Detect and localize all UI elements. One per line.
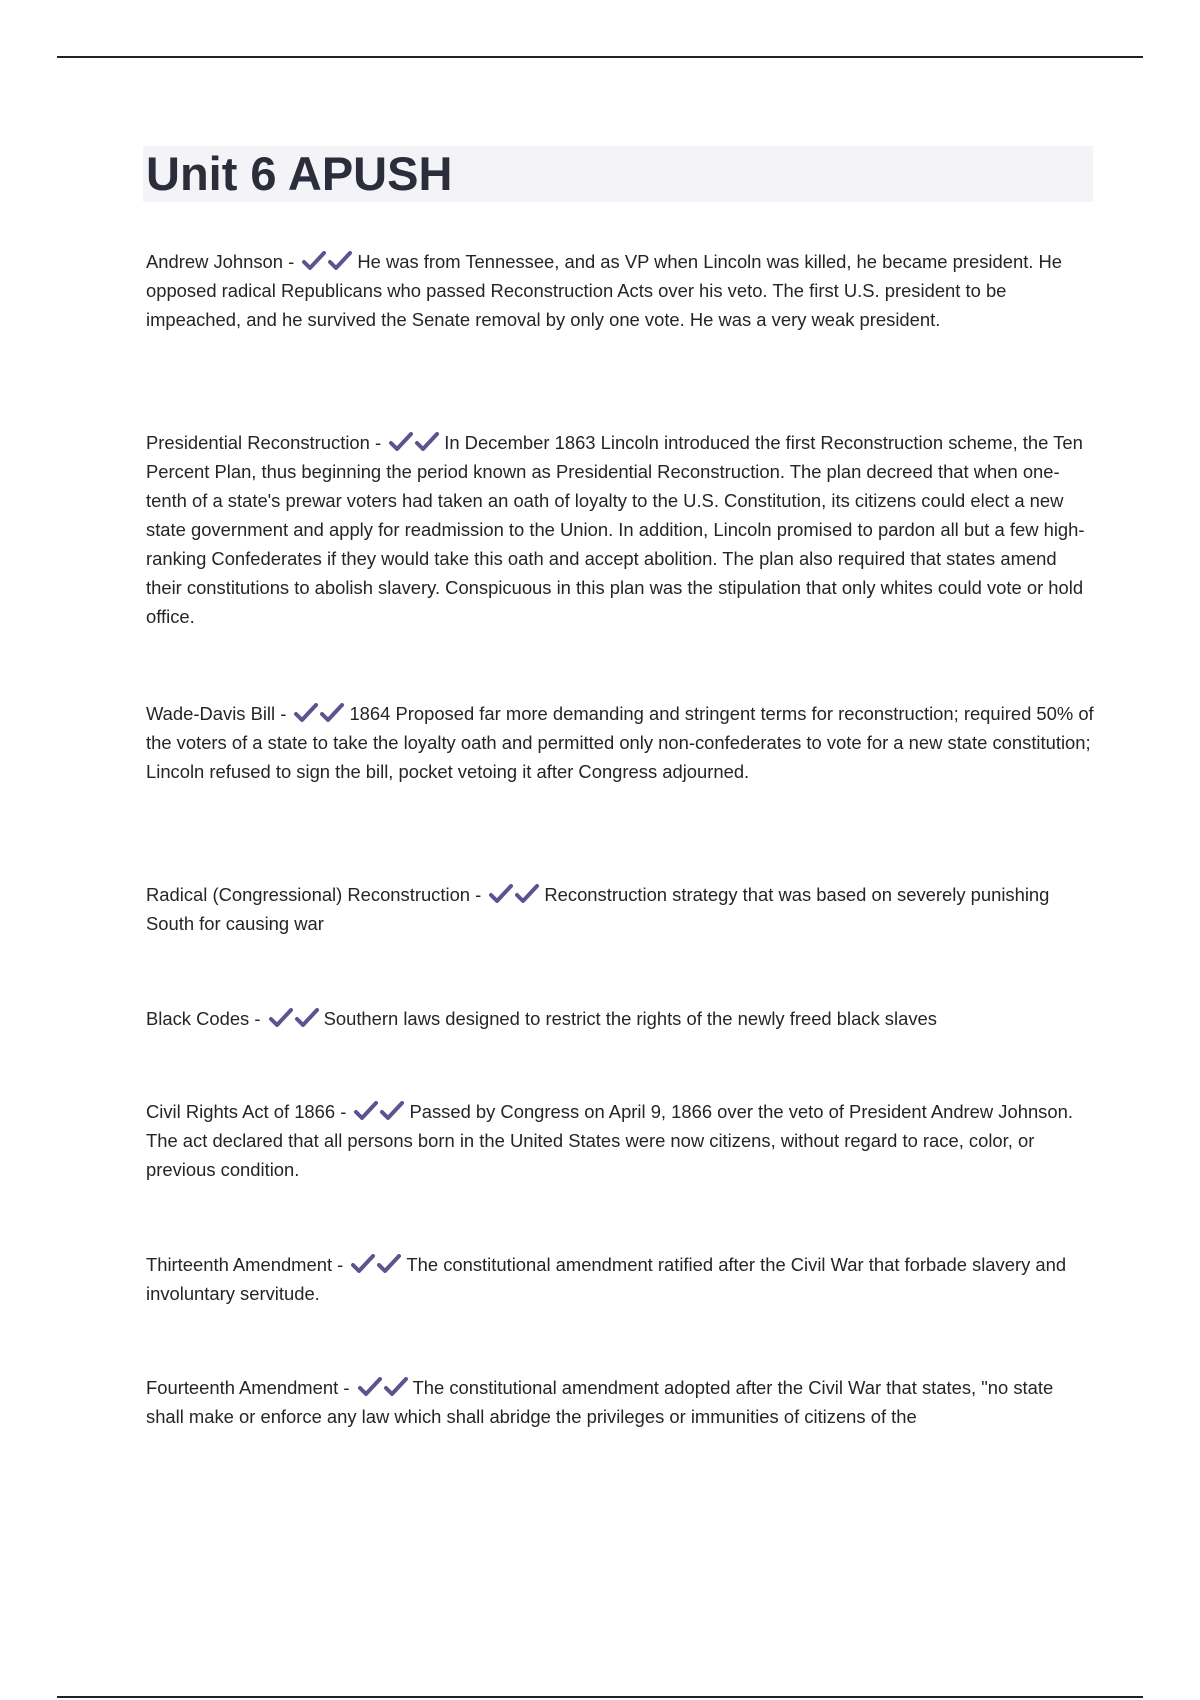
entry-definition: The constitutional amendment adopted after the Civil War that states, "no state shall make or enforce any law which shall abridge the privileges or immunities of citizens of the — [146, 1377, 1054, 1427]
flashcard-entry — [146, 1250, 1096, 1308]
entry-separator: - — [275, 703, 292, 724]
check-icon — [353, 1101, 379, 1121]
check-icon — [294, 1008, 320, 1028]
entry-separator: - — [249, 1008, 266, 1029]
entry-definition: Southern laws designed to restrict the rights of the newly freed black slaves — [323, 1008, 937, 1029]
entry-separator: - — [369, 432, 387, 453]
double-check-icon — [293, 699, 345, 728]
flashcard-entry — [146, 428, 1096, 631]
double-check-icon — [388, 428, 440, 457]
double-check-icon — [268, 1004, 320, 1033]
entry-term: Radical (Congressional) Reconstruction — [146, 884, 471, 905]
double-check-icon — [488, 880, 540, 909]
double-check-icon — [350, 1250, 402, 1279]
flashcard-entry — [146, 1004, 1096, 1033]
check-icon — [388, 432, 414, 452]
entry-term: Thirteenth Amendment — [146, 1254, 333, 1275]
entry-separator: - — [283, 251, 300, 272]
check-icon — [414, 432, 440, 452]
entry-term: Black Codes — [146, 1008, 250, 1029]
check-icon — [301, 251, 327, 271]
check-icon — [268, 1008, 294, 1028]
check-icon — [327, 251, 353, 271]
entry-definition: Passed by Congress on April 9, 1866 over the veto of President Andrew Johnson. The act declared that all persons born in the United States were now citizens, without regard to race, color, or previous condition. — [146, 1101, 1073, 1180]
double-check-icon — [301, 247, 353, 276]
check-icon — [357, 1377, 383, 1397]
double-check-icon — [357, 1373, 409, 1402]
entry-definition: He was from Tennessee, and as VP when Lincoln was killed, he became president. He opposed radical Republicans who passed Reconstruction Acts over his veto. The first U.S. president to be impeached, and he survived the Senate removal by only one vote. He was a very weak president. — [146, 251, 1063, 330]
entry-definition: The constitutional amendment ratified after the Civil War that forbade slavery and involuntary servitude. — [146, 1254, 1067, 1304]
entry-definition: In December 1863 Lincoln introduced the first Reconstruction scheme, the Ten Percent Plan, thus beginning the period known as Presidential Reconstruction. The plan decreed that when one-tenth of a state's prewar voters had taken an oath of loyalty to the U.S. Constitution, its citizens could elect a new state government and apply for readmission to the Union. In addition, Lincoln promised to pardon all but a few high-ranking Confederates if they would take this oath and accept abolition. The plan also required that states amend their constitutions to abolish slavery. Conspicuous in this plan was the stipulation that only whites could vote or hold office. — [146, 432, 1085, 627]
flashcard-entry — [146, 880, 1096, 938]
flashcard-entry — [146, 247, 1096, 334]
check-icon — [383, 1377, 409, 1397]
page-title: Unit 6 APUSH — [146, 147, 453, 200]
check-icon — [319, 703, 345, 723]
entry-term: Presidential Reconstruction — [146, 432, 370, 453]
entry-separator: - — [335, 1101, 352, 1122]
entry-separator: - — [470, 884, 487, 905]
check-icon — [376, 1254, 402, 1274]
flashcard-entry — [146, 1097, 1096, 1184]
check-icon — [293, 703, 319, 723]
page-header-rule — [57, 56, 1143, 58]
check-icon — [350, 1254, 376, 1274]
entry-definition: 1864 Proposed far more demanding and stringent terms for reconstruction; required 50% of the voters of a state to take the loyalty oath and permitted only non-confederates to vote for a new state constitution; Lincoln refused to sign the bill, pocket vetoing it after Congress adjourned. — [146, 703, 1094, 782]
check-icon — [514, 884, 540, 904]
flashcard-entry — [146, 1373, 1096, 1431]
page-footer-rule — [57, 1696, 1143, 1698]
flashcard-entry — [146, 699, 1096, 786]
entry-term: Wade-Davis Bill — [146, 703, 276, 724]
check-icon — [488, 884, 514, 904]
entry-term: Civil Rights Act of 1866 — [146, 1101, 336, 1122]
entry-separator: - — [338, 1377, 355, 1398]
double-check-icon — [353, 1097, 405, 1126]
entry-term: Andrew Johnson — [146, 251, 283, 272]
check-icon — [379, 1101, 405, 1121]
entry-separator: - — [332, 1254, 349, 1275]
entry-term: Fourteenth Amendment — [146, 1377, 339, 1398]
entry-definition: Reconstruction strategy that was based on severely punishing South for causing war — [146, 884, 1050, 934]
